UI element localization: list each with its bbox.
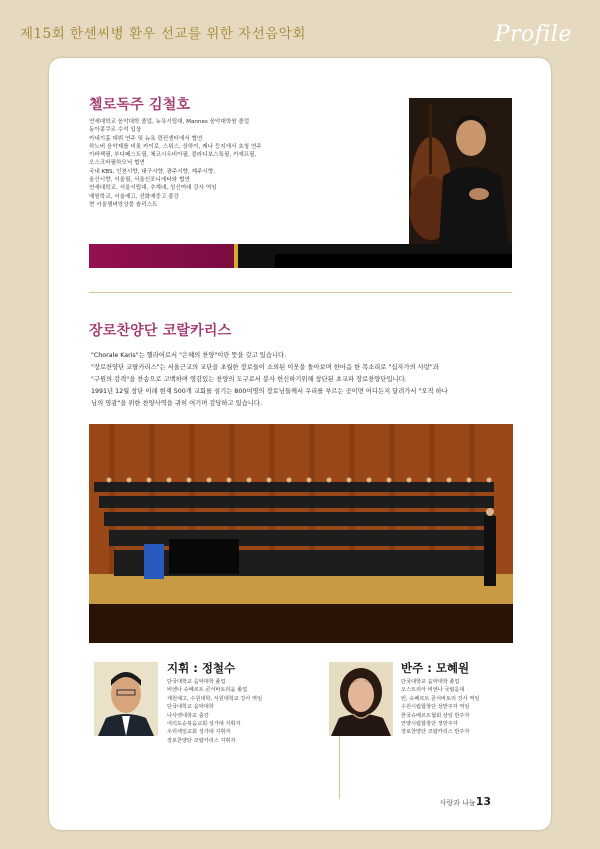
accompanist-bio-line: 한국슈베르트협회 상임 반주자: [401, 712, 470, 719]
conductor-bio-line: 계원예고, 수원대학, 서원대학교 강사 역임: [167, 695, 263, 702]
cellist-bio-line: 동아콩쿠르 수석 입상: [89, 127, 142, 134]
cellist-bio: [89, 118, 262, 209]
footer-label: 사랑과 나눔: [439, 799, 476, 807]
cellist-bio-line: 울산시향, 서울필, 서울신포니에타와 협연: [89, 177, 190, 184]
section-divider: [89, 292, 512, 293]
decorative-stripe: [89, 244, 512, 268]
page-number: 13: [475, 795, 491, 808]
accompanist-bio-line: 단국대학교 음악대학 졸업: [401, 679, 460, 685]
cellist-title: 첼로독주 김철호: [89, 97, 191, 113]
cellist-bio-line: 예원학교, 서울예고, 선화예중고 출강: [89, 193, 179, 200]
profile-heading: Profile: [494, 22, 572, 47]
cellist-portrait-illustration: [409, 98, 512, 244]
stripe-gold: [234, 244, 238, 268]
conductor-name: 지휘 : 정철수: [167, 661, 236, 675]
cellist-bio-line: 현 서울챔버앙상블 솔리스트: [89, 201, 158, 208]
choir-stage-illustration: [89, 424, 513, 643]
stripe-magenta: [89, 244, 234, 268]
accompanist-photo: [329, 662, 393, 736]
conductor-bio-line: 나사렛대학교 출강: [167, 712, 209, 719]
conductor-bio-line: 장로찬양단 코랄카리스 지휘자: [167, 737, 236, 744]
cellist-photo: [409, 98, 512, 244]
choir-description-line: "장로찬양단 코랄카리스"는 서울근교의 교단을 초월한 장로들이 소외된 이웃을 돌아보며 한마음 한 목소리로 "십자가의 사랑"과: [91, 364, 439, 371]
cellist-bio-line: 국내 KBS, 인천시향, 대구시향, 광주시향, 제주시향,: [89, 168, 216, 175]
page-footer: [440, 795, 491, 808]
cellist-bio-line: 카네기홀 데뷔 연주 및 뉴욕 링컨센터에서 협연: [89, 135, 203, 142]
conductor-photo: [94, 662, 158, 736]
cellist-bio-line: 연세대학교, 서울시립대, 추계대, 성신여대 강사 역임: [89, 185, 217, 192]
accompanist-bio-line: 안양시립합창단 정반주자: [401, 721, 458, 728]
choir-description-line: "구원의 감격"을 찬송으로 고백하며 영감있는 찬양의 도구로서 봉사 헌신하기위해 창단된 초교파 장로찬양단입니다.: [91, 376, 407, 383]
header-title: 제15회 한센씨병 환우 선교를 위한 자선음악회: [20, 26, 306, 42]
content-card: [49, 58, 551, 830]
cellist-bio-line: 연세대학교 음악대학 졸업, 뉴욕시립대, Mannes 음악대학원 졸업: [89, 119, 250, 125]
conductor-bio-line: 비엔나 슈베르트 콘서바토리움 졸업: [167, 687, 248, 694]
conductor-portrait-illustration: [94, 662, 158, 736]
conductor-bio-line: 여의도순복음교회 성가대 지휘자: [167, 721, 241, 728]
stripe-black-bar: [275, 254, 512, 268]
cellist-bio-line: 하노버 음악제를 비롯 카이로, 스위스, 상하이, 케나 등지에서 초청 연주: [89, 143, 262, 150]
conductor-bio-line: 단국대학교 음악대학: [167, 704, 214, 711]
cellist-bio-line: 이바책필, 부다페스트필, 체코시우비아필, 블라디보스톡필, 키예프필,: [89, 152, 257, 159]
choir-description-line: 1991년 12월 창단 이래 현재 500개 교회를 섬기는 800여명의 장로님들께서 우리를 부르는 곳이면 어디든지 달려가서 "오직 하나: [91, 388, 448, 395]
accompanist-bio-line: 수원시립합창단 상반주자 역임: [401, 704, 470, 711]
choir-photo: [89, 424, 513, 643]
choir-description-line: "Chorale Karis"는 헬라어로서 "은혜의 찬양"이란 뜻을 갖고 있습니다.: [91, 352, 287, 359]
choir-description-line: 님의 영광"을 위한 찬양사역을 귀히 여기며 감당하고 있습니다.: [91, 400, 262, 407]
accompanist-portrait-illustration: [329, 662, 393, 736]
conductor-bio-line: 단국대학교 음악대학 졸업: [167, 679, 226, 685]
choir-description: [91, 350, 516, 410]
accompanist-bio: [401, 678, 479, 737]
accompanist-name: 반주 : 모혜원: [401, 661, 470, 675]
choir-title: 장로찬양단 코랄카리스: [89, 323, 232, 339]
cellist-bio-line: 오스크바필하모닉 협연: [89, 160, 145, 167]
accompanist-bio-line: 빈, 슈베르트 콘서바토리 강사 역임: [401, 695, 480, 702]
accompanist-bio-line: 장로찬양단 코랄카리스 반주자: [401, 729, 470, 736]
conductor-bio: [167, 678, 262, 745]
accompanist-bio-line: 오스트리아 비엔나 국립음대: [401, 687, 465, 694]
conductor-bio-line: 우리세일교회 성가대 지휘자: [167, 729, 231, 736]
